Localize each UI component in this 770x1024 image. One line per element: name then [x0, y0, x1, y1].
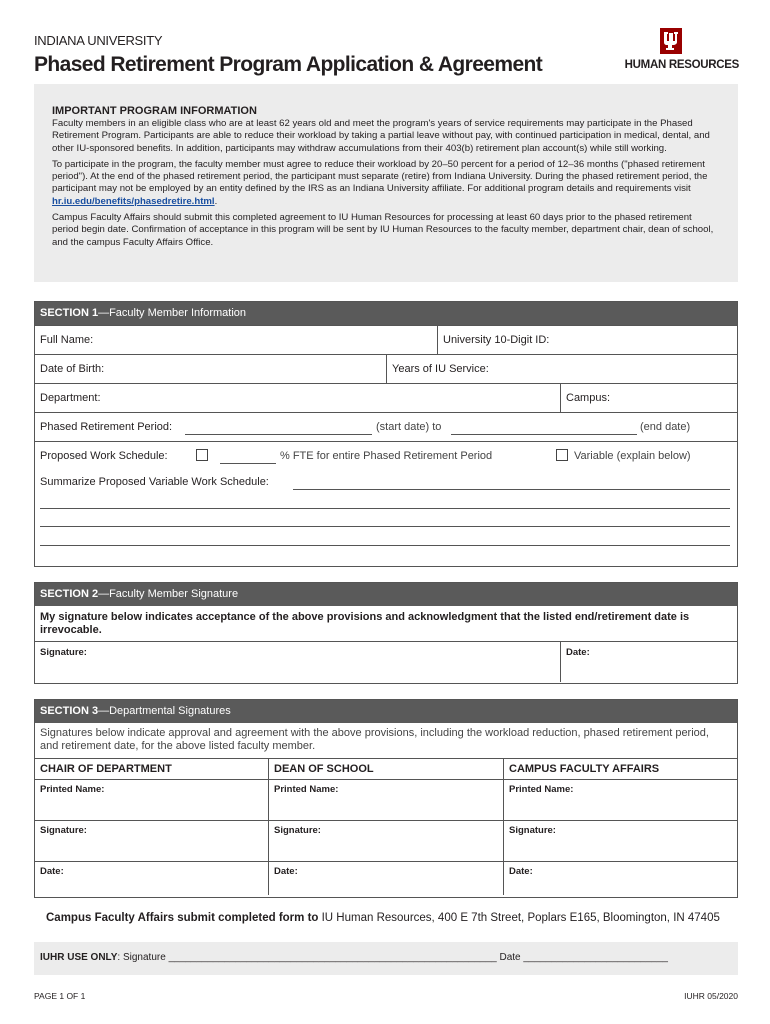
submission-address: IU Human Resources, 400 E 7th Street, Poplars E165, Bloomington, IN 47405 — [318, 912, 720, 924]
chair-date-label: Date: — [40, 866, 64, 877]
summary-label: Summarize Proposed Variable Work Schedule: — [40, 476, 269, 488]
summary-line-1[interactable] — [293, 489, 730, 490]
department-row — [35, 383, 737, 412]
approval-statement: Signatures below indicate approval and agreement with the above provisions, including the workload reduction, phased retirement period, and retirement date, for the above listed faculty member. — [40, 727, 709, 752]
acceptance-statement: My signature below indicates acceptance of the above provisions and acknowledgment that the listed end/retirement date is irrevocable. — [40, 611, 690, 636]
section-2-faculty-signature — [34, 582, 738, 684]
page-title: Phased Retirement Program Application & Agreement — [34, 53, 543, 76]
iuhr-signature-line[interactable]: : Signature ___________________________________________________________ Date __________________________ — [117, 952, 668, 963]
section-3-title: —Departmental Signatures — [98, 705, 231, 717]
section-1-faculty-info — [34, 301, 738, 567]
campus-field[interactable] — [560, 384, 737, 412]
acceptance-row — [35, 606, 737, 641]
summary-area[interactable] — [35, 470, 737, 566]
end-date-label: (end date) — [640, 421, 691, 433]
fte-checkbox[interactable] — [191, 442, 213, 470]
summary-line-3[interactable] — [40, 526, 730, 527]
approval-row — [35, 723, 737, 758]
faculty-signature-row — [35, 641, 737, 682]
dean-column-header: DEAN OF SCHOOL — [268, 759, 503, 779]
start-date-label: (start date) to — [376, 421, 442, 433]
fte-checkbox-box[interactable] — [196, 449, 208, 461]
section-2-header — [35, 583, 737, 606]
page-header — [34, 33, 739, 81]
campus-label: Campus: — [566, 392, 611, 404]
dean-signature-field[interactable] — [268, 821, 503, 861]
dean-signature-label: Signature: — [274, 825, 321, 836]
affairs-date-field[interactable] — [503, 862, 737, 895]
date-of-birth-field[interactable] — [35, 355, 386, 383]
affairs-signature-field[interactable] — [503, 821, 737, 861]
section-1-label: SECTION 1 — [40, 307, 99, 319]
chair-column-header: CHAIR OF DEPARTMENT — [40, 763, 172, 775]
summary-line-2[interactable] — [40, 508, 730, 509]
form-revision: IUHR 05/2020 — [684, 991, 738, 1001]
section-3-header — [35, 700, 737, 723]
section-3-departmental-signatures — [34, 699, 738, 898]
faculty-signature-field[interactable] — [35, 642, 560, 682]
affairs-date-label: Date: — [509, 866, 533, 877]
faculty-signature-label: Signature: — [40, 647, 87, 658]
years-of-service-field[interactable] — [386, 355, 737, 383]
department-signature-row — [35, 820, 737, 861]
info-paragraph-2-text: To participate in the program, the faculty member must agree to reduce their workload by 20–50 percent for a period of 12–36 months ("phased retirement period"). At the end of the phased retirement period, the participant must separate (retire) from Indiana University. During the phased retirement period, the participant may not be employed by an entity defined by the IRS as an Indiana University affiliate. For additional program details and requirements visit — [52, 158, 708, 195]
iu-trident-logo-icon — [660, 28, 682, 54]
fte-label: % FTE for entire Phased Retirement Period — [280, 450, 493, 462]
iuhr-use-only-box — [34, 942, 738, 975]
affairs-signature-label: Signature: — [509, 825, 556, 836]
section-3-label: SECTION 3 — [40, 705, 99, 717]
submission-instructions — [46, 912, 720, 924]
info-heading: IMPORTANT PROGRAM INFORMATION — [52, 105, 257, 117]
date-of-birth-label: Date of Birth: — [40, 363, 105, 375]
years-of-service-label: Years of IU Service: — [392, 363, 489, 375]
chair-printed-name-label: Printed Name: — [40, 784, 105, 795]
department-field[interactable] — [35, 384, 560, 412]
faculty-affairs-column-header: CAMPUS FACULTY AFFAIRS — [503, 759, 737, 779]
faculty-date-field[interactable] — [560, 642, 737, 682]
program-information-box — [34, 84, 738, 282]
university-id-label: University 10-Digit ID: — [443, 334, 550, 346]
iuhr-label: IUHR USE ONLY — [40, 952, 118, 963]
variable-label: Variable (explain below) — [574, 450, 691, 462]
info-paragraph-3: Campus Faculty Affairs should submit this completed agreement to IU Human Resources for processing at least 60 days prior to the phased retirement period begin date. Confirmation of acceptance in this program will be sent by IU Human Resources to the faculty member, department chair, dean of school, and the campus Faculty Affairs Office. — [52, 212, 714, 248]
department-label: Department: — [40, 392, 101, 404]
section-2-title: —Faculty Member Signature — [98, 588, 239, 600]
faculty-date-label: Date: — [566, 647, 590, 658]
period-row — [35, 412, 737, 441]
phased-retire-link[interactable]: hr.iu.edu/benefits/phasedretire.html — [52, 195, 215, 207]
chair-signature-label: Signature: — [40, 825, 87, 836]
end-date-line[interactable] — [451, 434, 637, 435]
schedule-row — [35, 441, 737, 470]
fte-percent-line[interactable] — [220, 463, 276, 464]
submission-bold: Campus Faculty Affairs submit completed form to — [46, 912, 319, 924]
dob-row — [35, 354, 737, 383]
dean-printed-name-label: Printed Name: — [274, 784, 339, 795]
printed-name-row — [35, 779, 737, 820]
section-1-header — [35, 302, 737, 325]
affairs-printed-name-field[interactable] — [503, 780, 737, 820]
dean-printed-name-field[interactable] — [268, 780, 503, 820]
full-name-field[interactable] — [35, 326, 437, 354]
variable-checkbox-box[interactable] — [556, 449, 568, 461]
department-date-row — [35, 861, 737, 895]
summary-line-4[interactable] — [40, 545, 730, 546]
university-id-field[interactable] — [437, 326, 737, 354]
chair-signature-field[interactable] — [35, 821, 268, 861]
chair-date-field[interactable] — [35, 862, 268, 895]
full-name-label: Full Name: — [40, 334, 94, 346]
schedule-label: Proposed Work Schedule: — [40, 450, 168, 462]
dean-date-field[interactable] — [268, 862, 503, 895]
chair-printed-name-field[interactable] — [35, 780, 268, 820]
start-date-line[interactable] — [185, 434, 372, 435]
signer-header-row — [35, 758, 737, 779]
period-label: Phased Retirement Period: — [40, 421, 173, 433]
name-row — [35, 325, 737, 354]
info-paragraph-2 — [52, 159, 720, 208]
info-paragraph-1: Faculty members in an eligible class who are at least 62 years old and meet the program's years of service requirements may participate in the Phased Retirement Program. Participants are able to reduce their workload by taking a partial leave without pay, with continued participation in medical, dental, and other IU-sponsored benefits. In addition, participants may withdraw accumulations from their 403(b) retirement plan account(s) while still working. — [52, 118, 710, 154]
human-resources-label: HUMAN RESOURCES — [624, 59, 739, 71]
info-paragraph-2-end: . — [214, 195, 218, 207]
section-2-label: SECTION 2 — [40, 588, 99, 600]
affairs-printed-name-label: Printed Name: — [509, 784, 574, 795]
dean-date-label: Date: — [274, 866, 298, 877]
section-1-title: —Faculty Member Information — [98, 307, 247, 319]
university-name: INDIANA UNIVERSITY — [34, 33, 163, 48]
page-number: PAGE 1 OF 1 — [34, 991, 86, 1001]
